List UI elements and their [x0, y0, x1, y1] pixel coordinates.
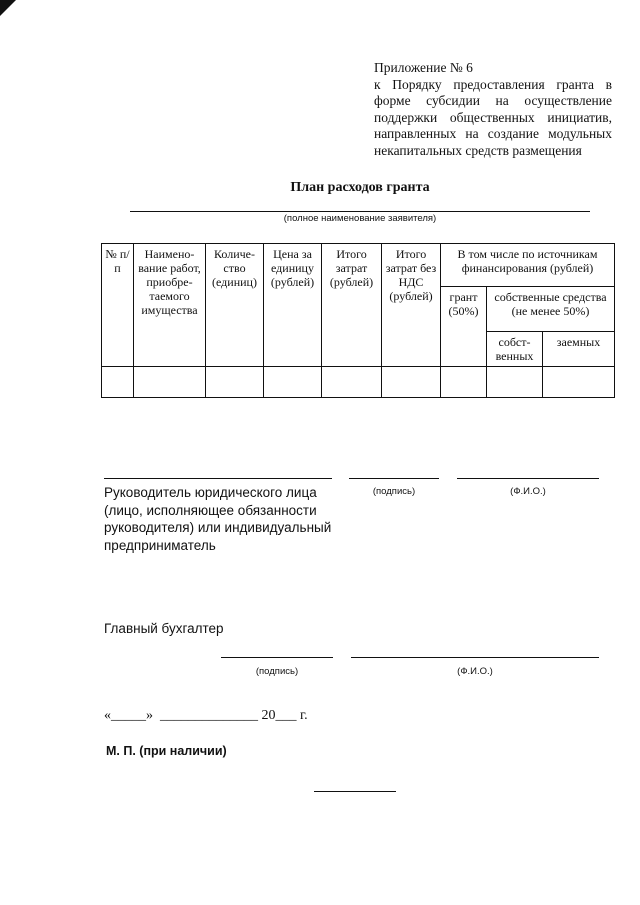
grant-expense-table	[101, 243, 615, 398]
accountant-label: Главный бухгалтер	[104, 621, 224, 636]
table-cell	[441, 367, 487, 398]
accountant-name-line	[351, 657, 599, 658]
document-title: План расходов гранта	[290, 180, 430, 195]
header-work-name: Наимено-вание работ, приобре-таемого имущества	[134, 244, 206, 367]
header-unit-price: Цена за единицу (рублей)	[264, 244, 322, 367]
header-own-funds: собственные средства (не менее 50%)	[487, 287, 615, 332]
director-name-caption: (Ф.И.О.)	[510, 486, 546, 497]
accountant-signature-line	[221, 657, 333, 658]
stamp-label: М. П. (при наличии)	[106, 744, 227, 758]
applicant-name-line	[130, 211, 590, 212]
table-cell	[102, 367, 134, 398]
table-row	[102, 367, 615, 398]
header-quantity: Количе-ство (единиц)	[206, 244, 264, 367]
table-cell	[206, 367, 264, 398]
date-line: «_____» ______________ 20___ г.	[104, 708, 308, 723]
appendix-block	[374, 60, 612, 159]
director-name-line	[457, 478, 599, 479]
accountant-signature-caption: (подпись)	[255, 666, 299, 677]
director-position-line	[104, 478, 332, 479]
director-signature-caption: (подпись)	[372, 486, 416, 497]
director-label: Руководитель юридического лица (лицо, исполняющее обязанности руководителя) или индивидуальный предприниматель	[104, 485, 332, 553]
appendix-text: к Порядку предоставления гранта в форме субсидии на осуществление поддержки общественных инициатив, направленных на создание модульных некапитальных средств размещения	[374, 76, 612, 158]
table-cell	[264, 367, 322, 398]
header-own: собст-венных	[487, 332, 543, 367]
header-total-no-vat: Итого затрат без НДС (рублей)	[382, 244, 441, 367]
header-number: № п/п	[102, 244, 134, 367]
footer-line	[314, 791, 396, 792]
table-cell	[382, 367, 441, 398]
table-cell	[487, 367, 543, 398]
applicant-caption: (полное наименование заявителя)	[283, 213, 437, 224]
header-borrowed: заемных	[543, 332, 615, 367]
header-grant: грант (50%)	[441, 287, 487, 367]
header-total: Итого затрат (рублей)	[322, 244, 382, 367]
accountant-name-caption: (Ф.И.О.)	[457, 666, 493, 677]
scan-corner-mark	[0, 0, 16, 16]
table-cell	[543, 367, 615, 398]
appendix-title: Приложение № 6	[374, 60, 473, 75]
header-funding-sources: В том числе по источникам финансирования (рублей)	[441, 244, 615, 287]
table-cell	[134, 367, 206, 398]
director-signature-line	[349, 478, 439, 479]
table-cell	[322, 367, 382, 398]
